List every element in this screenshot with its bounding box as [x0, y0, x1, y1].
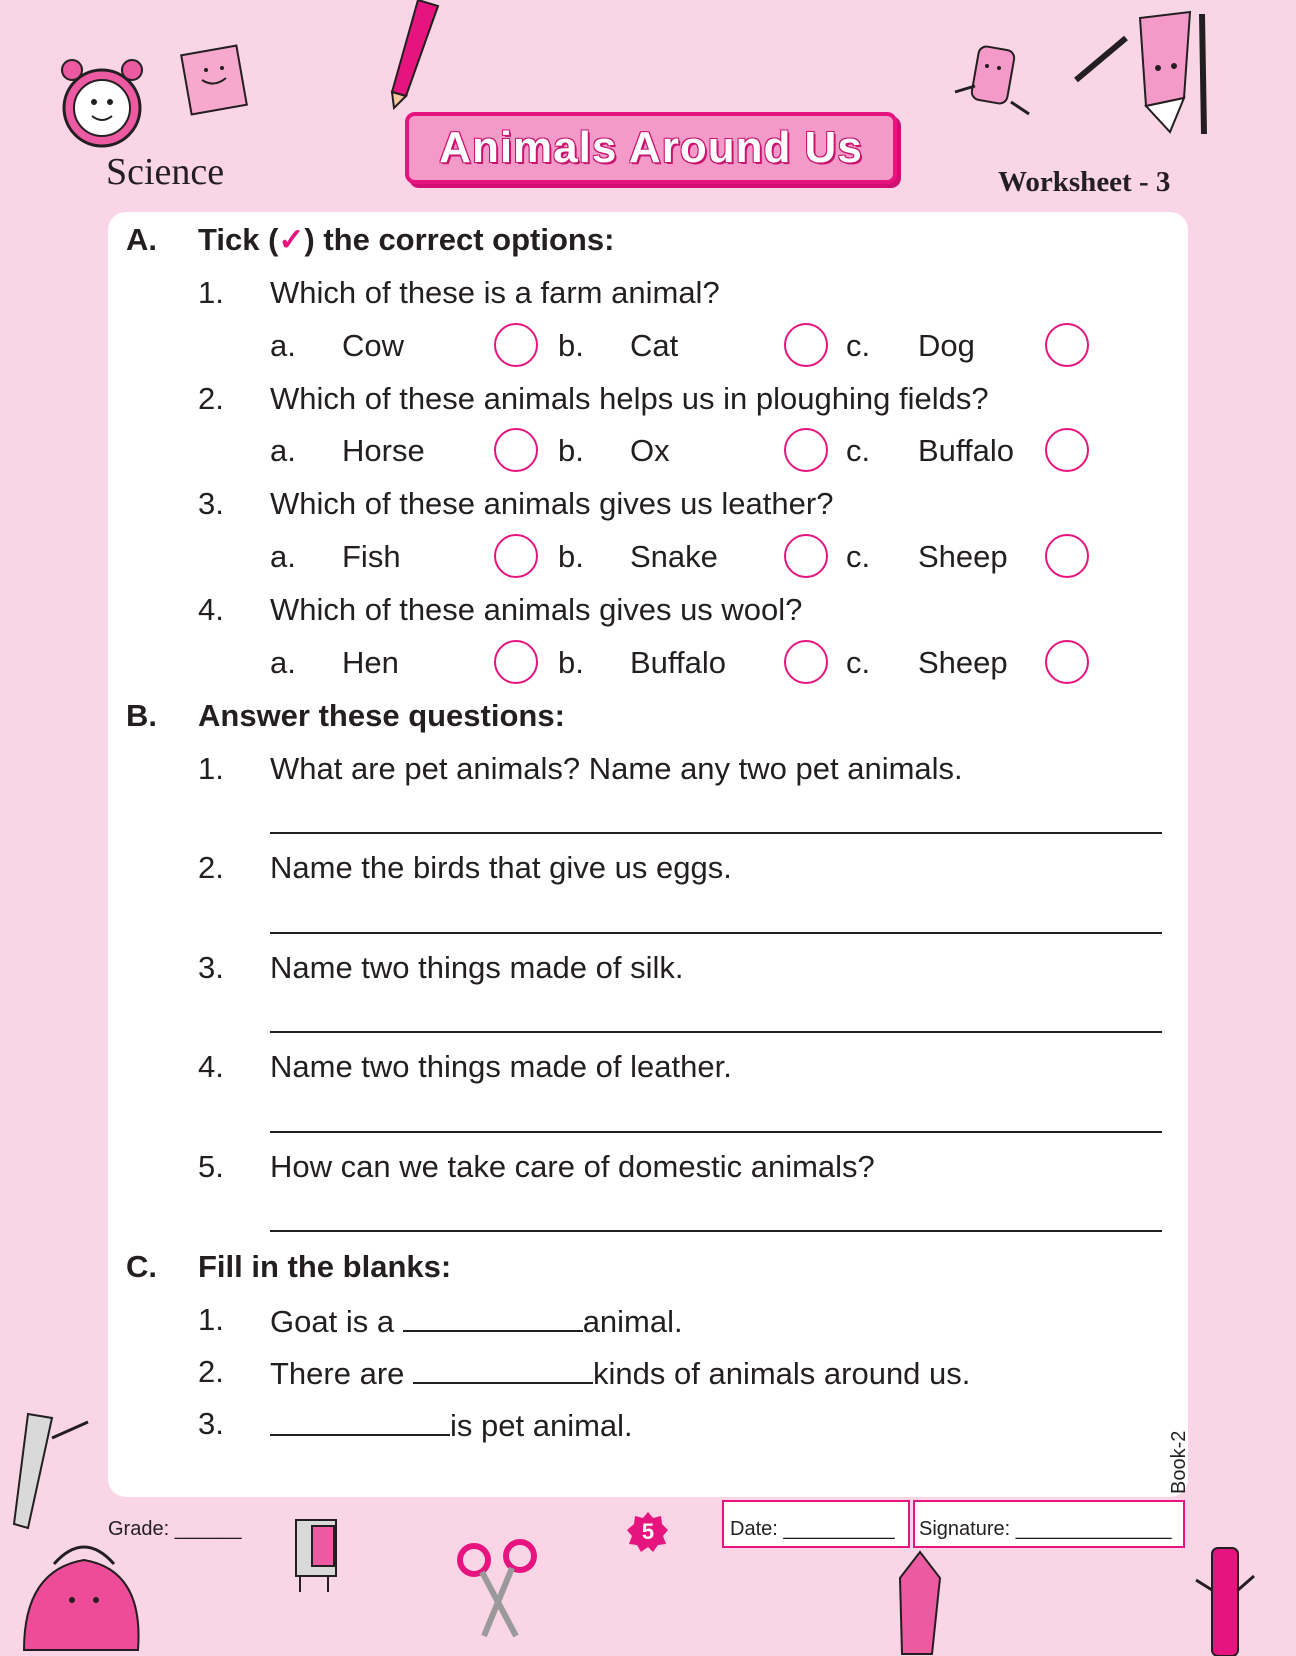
question-num: 3. [198, 950, 224, 985]
grade-label: Grade: [108, 1518, 170, 1540]
title-banner [405, 112, 897, 184]
date-blank: __________ [783, 1518, 895, 1540]
question-num: 4. [198, 1049, 224, 1084]
section-a-heading-pre: Tick ( [198, 222, 279, 257]
book-label: Book-2 [1168, 1430, 1190, 1494]
question-text: Name the birds that give us eggs. [270, 850, 732, 885]
item-num: 3. [198, 1406, 224, 1441]
item-num: 2. [198, 1354, 224, 1389]
option-letter: c. [846, 433, 871, 468]
section-a-heading-post: ) the correct options: [304, 222, 615, 257]
worksheet-label: Worksheet - 3 [998, 166, 1171, 198]
option-checkbox[interactable] [494, 534, 538, 578]
signature-field[interactable] [913, 1500, 1185, 1548]
option-text: Cow [342, 328, 405, 363]
option-letter: a. [270, 539, 296, 574]
option-checkbox[interactable] [494, 428, 538, 472]
option-checkbox[interactable] [1045, 323, 1089, 367]
section-a-heading [198, 222, 614, 258]
option-letter: a. [270, 645, 296, 680]
option-checkbox[interactable] [1045, 640, 1089, 684]
option-letter: b. [558, 433, 584, 468]
option-text: Snake [630, 539, 718, 574]
blank-field[interactable] [270, 1406, 450, 1436]
sentence-after: is pet animal. [450, 1408, 633, 1443]
question-num: 4. [198, 592, 224, 627]
section-a-letter: A. [126, 222, 157, 257]
option-text: Ox [630, 433, 670, 468]
option-checkbox[interactable] [784, 323, 828, 367]
grade-field[interactable] [108, 1518, 241, 1541]
answer-line[interactable] [270, 832, 1162, 834]
grade-blank: ______ [174, 1518, 242, 1540]
section-c-heading: Fill in the blanks: [198, 1249, 452, 1284]
question-text: Which of these animals helps us in ploughing fields? [270, 381, 989, 416]
option-checkbox[interactable] [784, 640, 828, 684]
signature-label: Signature: [919, 1518, 1011, 1540]
option-letter: a. [270, 328, 296, 363]
page-title: Animals Around Us [439, 123, 863, 172]
pencil-icon [378, 0, 448, 110]
pen-icon [1190, 1540, 1260, 1656]
option-letter: b. [558, 539, 584, 574]
question-text: What are pet animals? Name any two pet animals. [270, 751, 963, 786]
question-text: How can we take care of domestic animals? [270, 1149, 875, 1184]
sharpener-icon [282, 1516, 352, 1596]
notebook-icon [172, 44, 262, 124]
answer-line[interactable] [270, 1031, 1162, 1033]
signature-blank: ______________ [1015, 1518, 1172, 1540]
section-b-letter: B. [126, 698, 157, 733]
question-num: 1. [198, 751, 224, 786]
tick-icon: ✓ [278, 222, 305, 257]
question-num: 1. [198, 275, 224, 310]
option-letter: b. [558, 328, 584, 363]
question-num: 3. [198, 486, 224, 521]
option-letter: b. [558, 645, 584, 680]
alarm-clock-icon [52, 40, 152, 160]
option-checkbox[interactable] [784, 534, 828, 578]
answer-line[interactable] [270, 932, 1162, 934]
option-text: Fish [342, 539, 401, 574]
option-checkbox[interactable] [784, 428, 828, 472]
answer-line[interactable] [270, 1131, 1162, 1133]
ruler-icon [8, 1408, 98, 1538]
fill-blank-sentence [270, 1354, 970, 1392]
question-text: Which of these animals gives us wool? [270, 592, 803, 627]
answer-line[interactable] [270, 1230, 1162, 1232]
option-text: Dog [918, 328, 975, 363]
question-text: Which of these animals gives us leather? [270, 486, 834, 521]
option-text: Sheep [918, 539, 1008, 574]
option-letter: c. [846, 328, 871, 363]
option-checkbox[interactable] [1045, 534, 1089, 578]
scissors-icon [454, 1536, 544, 1646]
sentence-before: There are [270, 1356, 414, 1391]
sentence-after: kinds of animals around us. [593, 1356, 971, 1391]
option-letter: c. [846, 539, 871, 574]
crayon-icon [880, 1548, 960, 1656]
sentence-before: Goat is a [270, 1304, 403, 1339]
question-num: 2. [198, 850, 224, 885]
question-num: 2. [198, 381, 224, 416]
option-checkbox[interactable] [494, 323, 538, 367]
pencil-character-icon [1070, 8, 1210, 138]
blank-field[interactable] [403, 1302, 583, 1332]
option-text: Sheep [918, 645, 1008, 680]
fill-blank-sentence [270, 1302, 683, 1340]
item-num: 1. [198, 1302, 224, 1337]
option-checkbox[interactable] [494, 640, 538, 684]
option-text: Cat [630, 328, 679, 363]
section-c-letter: C. [126, 1249, 157, 1284]
option-letter: a. [270, 433, 296, 468]
question-text: Name two things made of silk. [270, 950, 684, 985]
option-text: Buffalo [630, 645, 726, 680]
question-text: Which of these is a farm animal? [270, 275, 720, 310]
question-num: 5. [198, 1149, 224, 1184]
date-field[interactable] [722, 1500, 910, 1548]
option-text: Buffalo [918, 433, 1014, 468]
section-b-heading: Answer these questions: [198, 698, 565, 733]
page-number: 5 [641, 1519, 655, 1544]
option-text: Horse [342, 433, 425, 468]
fill-blank-sentence [270, 1406, 633, 1444]
subject-label: Science [106, 151, 225, 193]
eraser-icon [945, 42, 1035, 122]
option-checkbox[interactable] [1045, 428, 1089, 472]
sentence-after: animal. [582, 1304, 683, 1339]
question-text: Name two things made of leather. [270, 1049, 732, 1084]
option-letter: c. [846, 645, 871, 680]
blank-field[interactable] [413, 1354, 593, 1384]
option-text: Hen [342, 645, 399, 680]
date-label: Date: [730, 1518, 778, 1540]
